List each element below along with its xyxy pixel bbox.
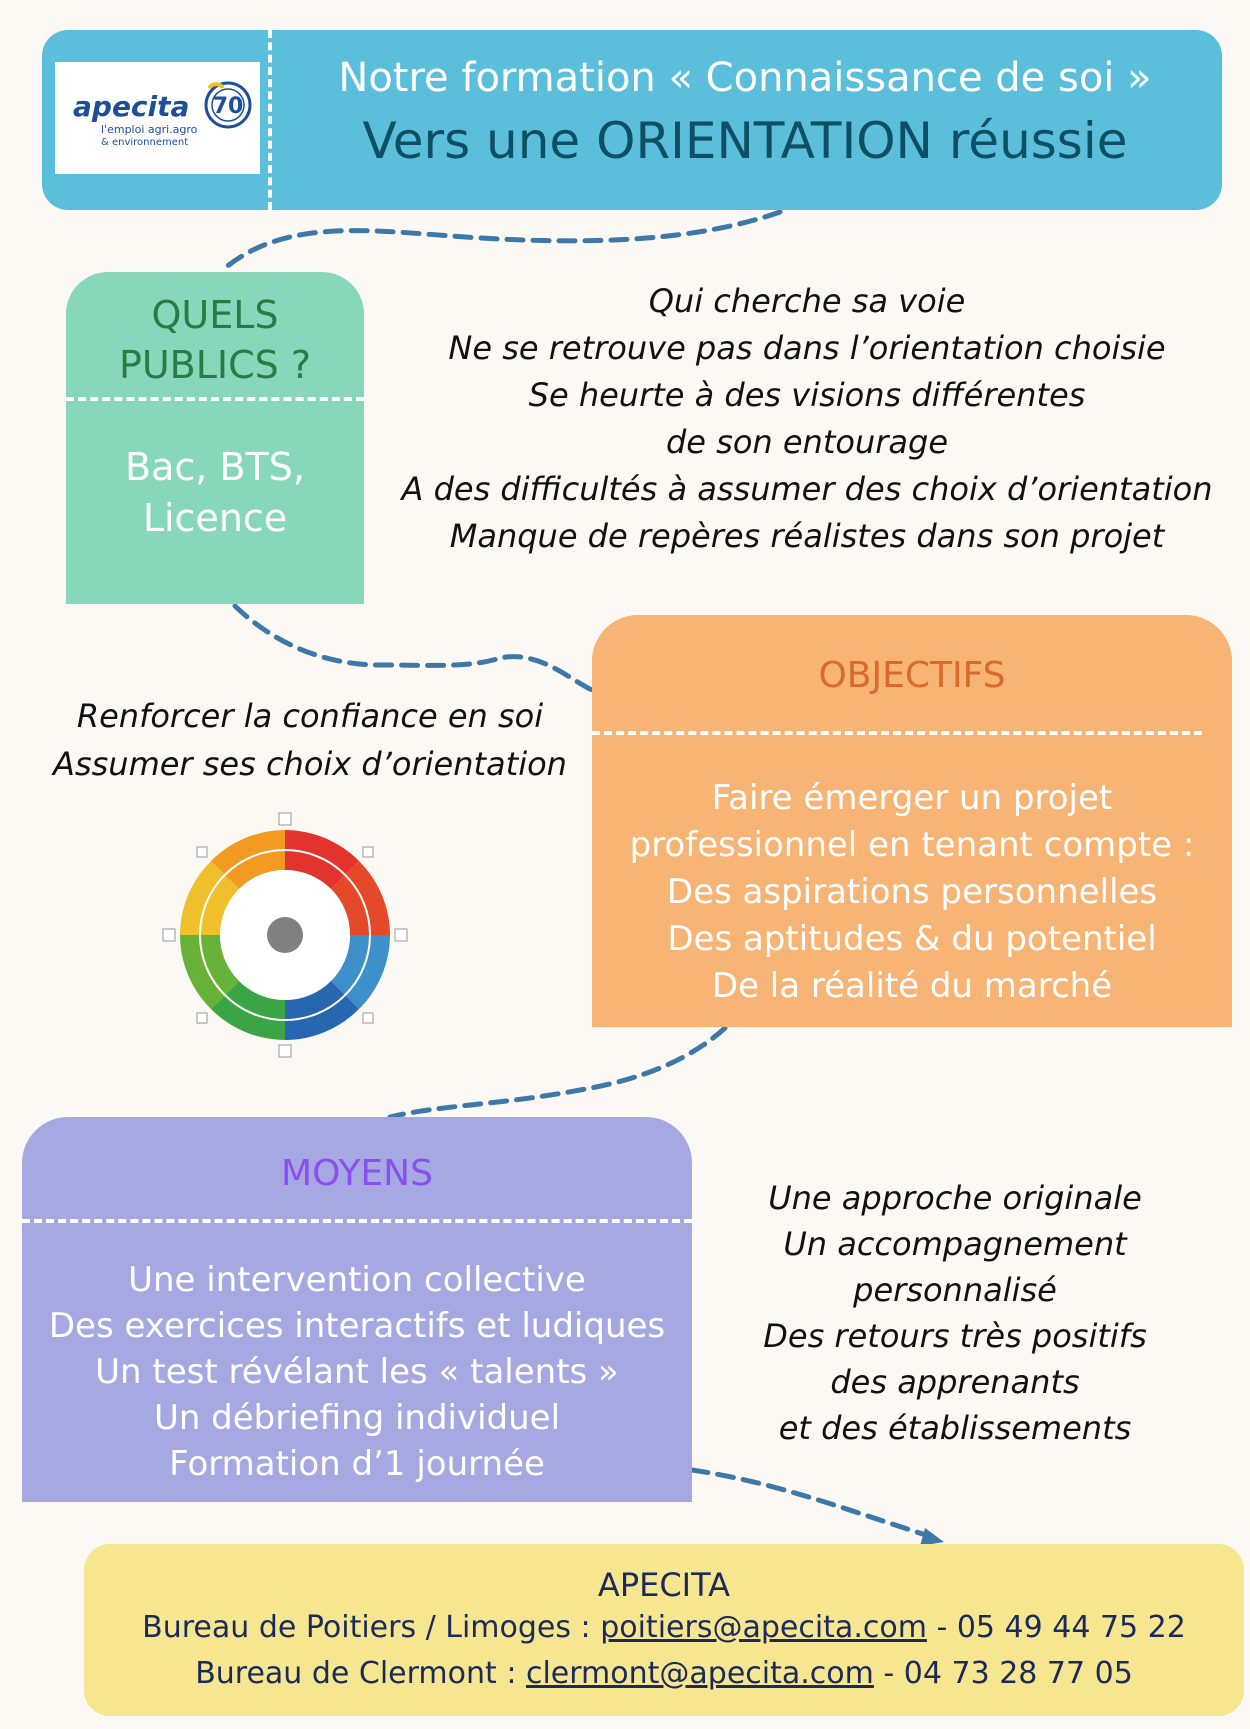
objectifs-card: [592, 615, 1232, 1027]
office-poitiers: [84, 1610, 1244, 1645]
moyens-card: [22, 1117, 692, 1502]
moyen-line: Une intervention collective: [128, 1260, 586, 1300]
moyen-line: Formation d’1 journée: [169, 1444, 545, 1484]
approach-line: Une approche originale: [768, 1179, 1142, 1217]
moyen-line: Un test révélant les « talents »: [95, 1352, 619, 1392]
header-title-line1: Notre formation « Connaissance de soi »: [338, 55, 1152, 101]
logo-tagline-1: l'emploi agri.agro: [101, 123, 198, 136]
logo-badge-number: 70: [212, 94, 244, 119]
goal-line: Renforcer la confiance en soi: [76, 697, 544, 735]
connector-publics-objectifs: [235, 606, 592, 690]
objectifs-heading: OBJECTIFS: [818, 655, 1006, 696]
moyens-heading: MOYENS: [281, 1153, 433, 1194]
profile-line: A des difficultés à assumer des choix d’orientation: [401, 470, 1213, 508]
approach-line: personnalisé: [853, 1271, 1057, 1309]
profile-line: Manque de repères réalistes dans son projet: [449, 517, 1165, 555]
objectif-line: De la réalité du marché: [711, 966, 1113, 1006]
publics-body-line1: Bac, BTS,: [125, 445, 305, 489]
objectif-line: Faire émerger un projet: [711, 778, 1113, 818]
moyens-divider: [22, 1219, 692, 1223]
connector-objectifs-moyens: [390, 1028, 725, 1117]
header-title-line2: Vers une ORIENTATION réussie: [362, 112, 1128, 170]
profile-list: [372, 278, 1242, 560]
approach-line: et des établissements: [778, 1409, 1132, 1447]
logo-tagline-2: & environnement: [101, 137, 189, 148]
publics-heading-line2: PUBLICS ?: [118, 343, 312, 387]
objectif-line: professionnel en tenant compte :: [629, 825, 1195, 865]
publics-levels: [66, 442, 364, 544]
objectifs-list: [592, 775, 1232, 1010]
moyen-line: Un débriefing individuel: [153, 1398, 561, 1438]
moyens-list: [22, 1257, 692, 1487]
office-poitiers-phone: - 05 49 44 75 22: [926, 1610, 1186, 1645]
publics-divider: [66, 397, 364, 401]
approach-text: [700, 1175, 1210, 1451]
approach-line: Des retours très positifs: [763, 1317, 1147, 1355]
logo-name: apecita: [73, 90, 190, 123]
profile-line: Ne se retrouve pas dans l’orientation choisie: [448, 329, 1166, 367]
goals-text: [20, 692, 600, 788]
connector-moyens-footer: [692, 1470, 935, 1538]
objectif-line: Des aptitudes & du potentiel: [667, 919, 1157, 959]
footer-org-name: APECITA: [597, 1566, 731, 1604]
profile-line: Qui cherche sa voie: [648, 282, 966, 320]
publics-card: [66, 272, 364, 604]
moyen-line: Des exercices interactifs et ludiques: [48, 1306, 666, 1346]
contact-footer: [84, 1544, 1244, 1716]
publics-heading: [66, 290, 364, 390]
connector-header-publics: [225, 212, 780, 268]
approach-line: Un accompagnement: [783, 1225, 1127, 1263]
publics-body-line2: Licence: [142, 496, 288, 540]
approach-line: des apprenants: [830, 1363, 1080, 1401]
publics-heading-line1: QUELS: [151, 293, 279, 337]
talent-wheel-icon: [140, 800, 430, 1070]
objectif-line: Des aspirations personnelles: [666, 872, 1158, 912]
clermont-email-link[interactable]: clermont@apecita.com: [525, 1656, 874, 1691]
poitiers-email-link[interactable]: poitiers@apecita.com: [600, 1610, 927, 1645]
profile-line: de son entourage: [665, 423, 948, 461]
objectifs-divider: [592, 731, 1202, 735]
office-clermont: [84, 1656, 1244, 1691]
office-clermont-phone: - 04 73 28 77 05: [873, 1656, 1133, 1691]
anniversary-badge-icon: [203, 80, 253, 130]
apecita-logo: [55, 62, 260, 174]
office-poitiers-label: Bureau de Poitiers / Limoges :: [142, 1610, 601, 1645]
office-clermont-label: Bureau de Clermont :: [195, 1656, 526, 1691]
goal-line: Assumer ses choix d’orientation: [53, 745, 567, 783]
profile-line: Se heurte à des visions différentes: [528, 376, 1086, 414]
